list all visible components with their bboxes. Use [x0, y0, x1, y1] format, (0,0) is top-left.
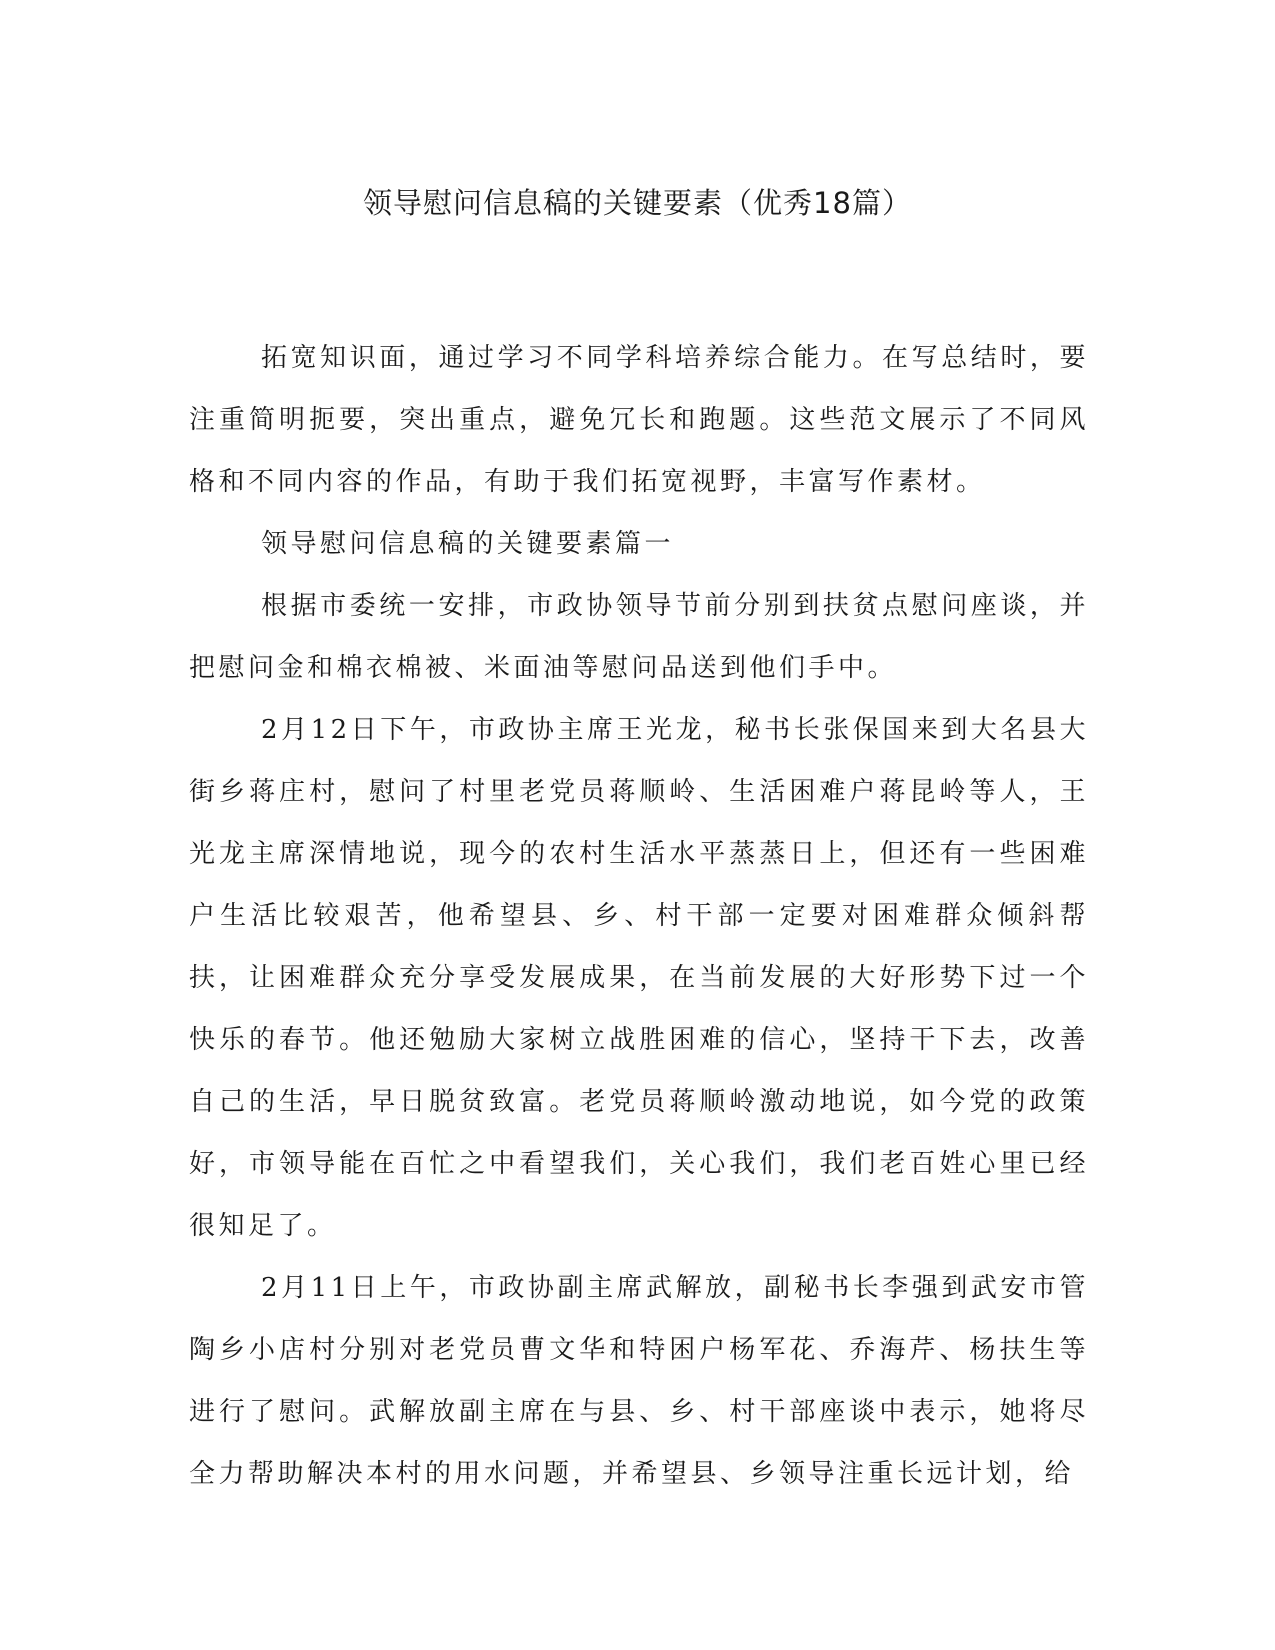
document-title: 领导慰问信息稿的关键要素（优秀18篇） — [363, 186, 912, 220]
body-paragraph: 2月11日上午，市政协副主席武解放，副秘书长李强到武安市管陶乡小店村分别对老党员曹文华和特困户杨军花、乔海芹、杨扶生等进行了慰问。武解放副主席在与县、乡、村干部座谈中表示，她将尽全力帮助解决本村的用水问题，并希望县、乡领导注重长远计划，给 — [189, 1273, 1089, 1489]
document-body — [189, 327, 1089, 1505]
body-paragraph: 根据市委统一安排，市政协领导节前分别到扶贫点慰问座谈，并把慰问金和棉衣棉被、米面油等慰问品送到他们手中。 — [189, 591, 1089, 683]
body-paragraph: 2月12日下午，市政协主席王光龙，秘书长张保国来到大名县大街乡蒋庄村，慰问了村里老党员蒋顺岭、生活困难户蒋昆岭等人，王光龙主席深情地说，现今的农村生活水平蒸蒸日上，但还有一些困难户生活比较艰苦，他希望县、乡、村干部一定要对困难群众倾斜帮扶，让困难群众充分享受发展成果，在当前发展的大好形势下过一个快乐的春节。他还勉励大家树立战胜困难的信心，坚持干下去，改善自己的生活，早日脱贫致富。老党员蒋顺岭激动地说，如今党的政策好，市领导能在百忙之中看望我们，关心我们，我们老百姓心里已经很知足了。 — [189, 715, 1089, 1241]
intro-paragraph: 拓宽知识面，通过学习不同学科培养综合能力。在写总结时，要注重简明扼要，突出重点，避免冗长和跑题。这些范文展示了不同风格和不同内容的作品，有助于我们拓宽视野，丰富写作素材。 — [189, 343, 1089, 497]
section-heading: 领导慰问信息稿的关键要素篇一 — [261, 529, 675, 559]
